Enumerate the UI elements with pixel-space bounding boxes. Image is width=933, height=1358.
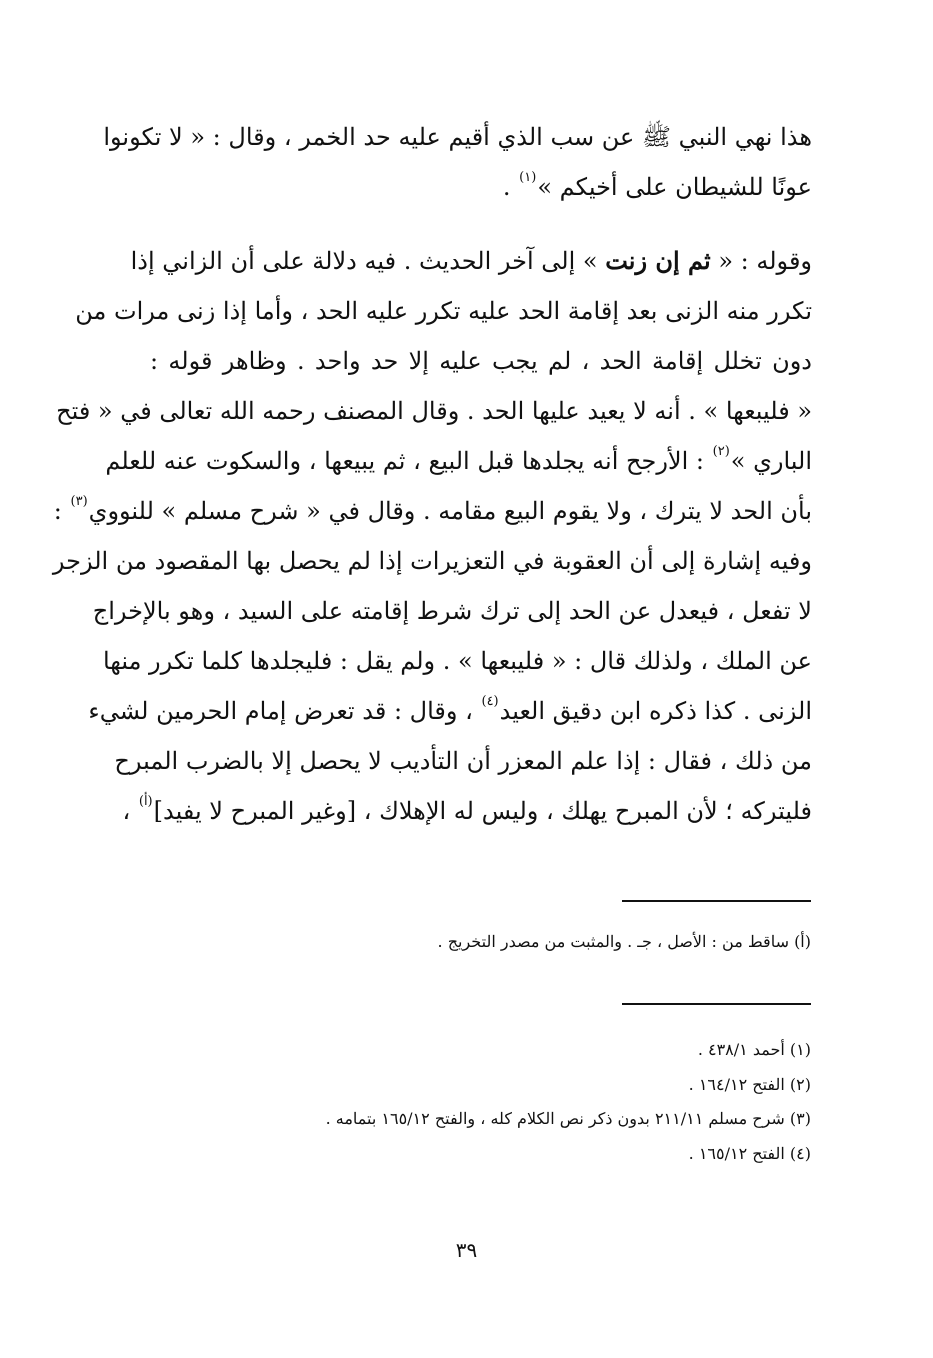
variant-notes-divider (622, 900, 811, 902)
footnote-ref: (٢) (712, 444, 730, 459)
text-segment: فليتركه ؛ لأن المبرح يهلك ، وليس له الإهلاك ، [وغير المبرح لا يفيد] (153, 797, 812, 825)
text-line (105, 436, 812, 486)
footnote-ref: (١) (519, 170, 537, 185)
text-segment: ، (122, 797, 138, 825)
text-segment: بأن الحد لا يترك ، ولا يقوم البيع مقامه . وقال في « شرح مسلم » للنووي (88, 497, 812, 525)
text-line: هذا نهي النبي ﷺ عن سب الذي أقيم عليه حد الخمر ، وقال : « لا تكونوا (103, 123, 812, 151)
footnotes-divider (622, 1003, 811, 1005)
text-segment: : (53, 497, 70, 525)
variant-note: (أ) ساقط من : الأصل ، جـ . والمثبت من مصدر التخريج . (437, 932, 811, 951)
text-segment: ، وقال : قد تعرض إمام الحرمين لشيء (88, 697, 481, 725)
text-line: تكرر منه الزنى بعد إقامة الحد عليه تكرر عليه الحد ، وأما إذا زنى مرات من (75, 297, 812, 325)
footnote-ref: (٤) (481, 694, 499, 709)
text-line: « فليبعها » . أنه لا يعيد عليها الحد . وقال المصنف رحمه الله تعالى في « فتح (56, 397, 812, 425)
text-line (53, 486, 812, 536)
text-line (122, 786, 812, 836)
text-line: دون تخلل إقامة الحد ، لم يجب عليه إلا حد واحد . وظاهر قوله : (150, 347, 812, 375)
footnote-3: (٣) شرح مسلم ٢١١/١١ بدون ذكر نص الكلام كله ، والفتح ١٦٥/١٢ بتمامه . (325, 1109, 811, 1128)
text-segment: » إلى آخر الحديث . فيه دلالة على أن الزاني إذا (130, 247, 606, 275)
text-line: لا تفعل ، فيعدل عن الحد إلى ترك شرط إقامته على السيد ، وهو بالإخراج (92, 597, 812, 625)
variant-ref: (أ) (138, 794, 153, 809)
page-number: ٣٩ (455, 1238, 478, 1262)
text-line (88, 686, 812, 736)
text-segment: وقوله : « (710, 247, 812, 275)
footnote-2: (٢) الفتح ١٦٤/١٢ . (688, 1075, 811, 1094)
footnote-4: (٤) الفتح ١٦٥/١٢ . (688, 1144, 811, 1163)
text-segment: الزنى . كذا ذكره ابن دقيق العيد (499, 697, 812, 725)
text-segment: . (502, 173, 519, 201)
text-line (130, 236, 812, 286)
text-segment: عونًا للشيطان على أخيكم » (537, 173, 812, 201)
footnote-1: (١) أحمد ٤٣٨/١ . (697, 1040, 811, 1059)
paragraph-2 (52, 236, 812, 836)
text-line: وفيه إشارة إلى أن العقوبة في التعزيرات إذا لم يحصل بها المقصود من الزجر (52, 547, 812, 575)
paragraph-1 (103, 112, 812, 212)
text-line: عن الملك ، ولذلك قال : « فليبعها » . ولم يقل : فليجلدها كلما تكرر منها (102, 647, 812, 675)
quoted-phrase: ثم إن زنت (605, 246, 711, 275)
text-segment: الباري » (730, 447, 812, 475)
text-line (150, 162, 812, 212)
text-segment: : الأرجح أنه يجلدها قبل البيع ، ثم يبيعها ، والسكوت عنه للعلم (105, 447, 712, 475)
footnote-ref: (٣) (70, 494, 88, 509)
text-line: من ذلك ، فقال : إذا علم المعزر أن التأديب لا يحصل إلا بالضرب المبرح (114, 747, 812, 775)
